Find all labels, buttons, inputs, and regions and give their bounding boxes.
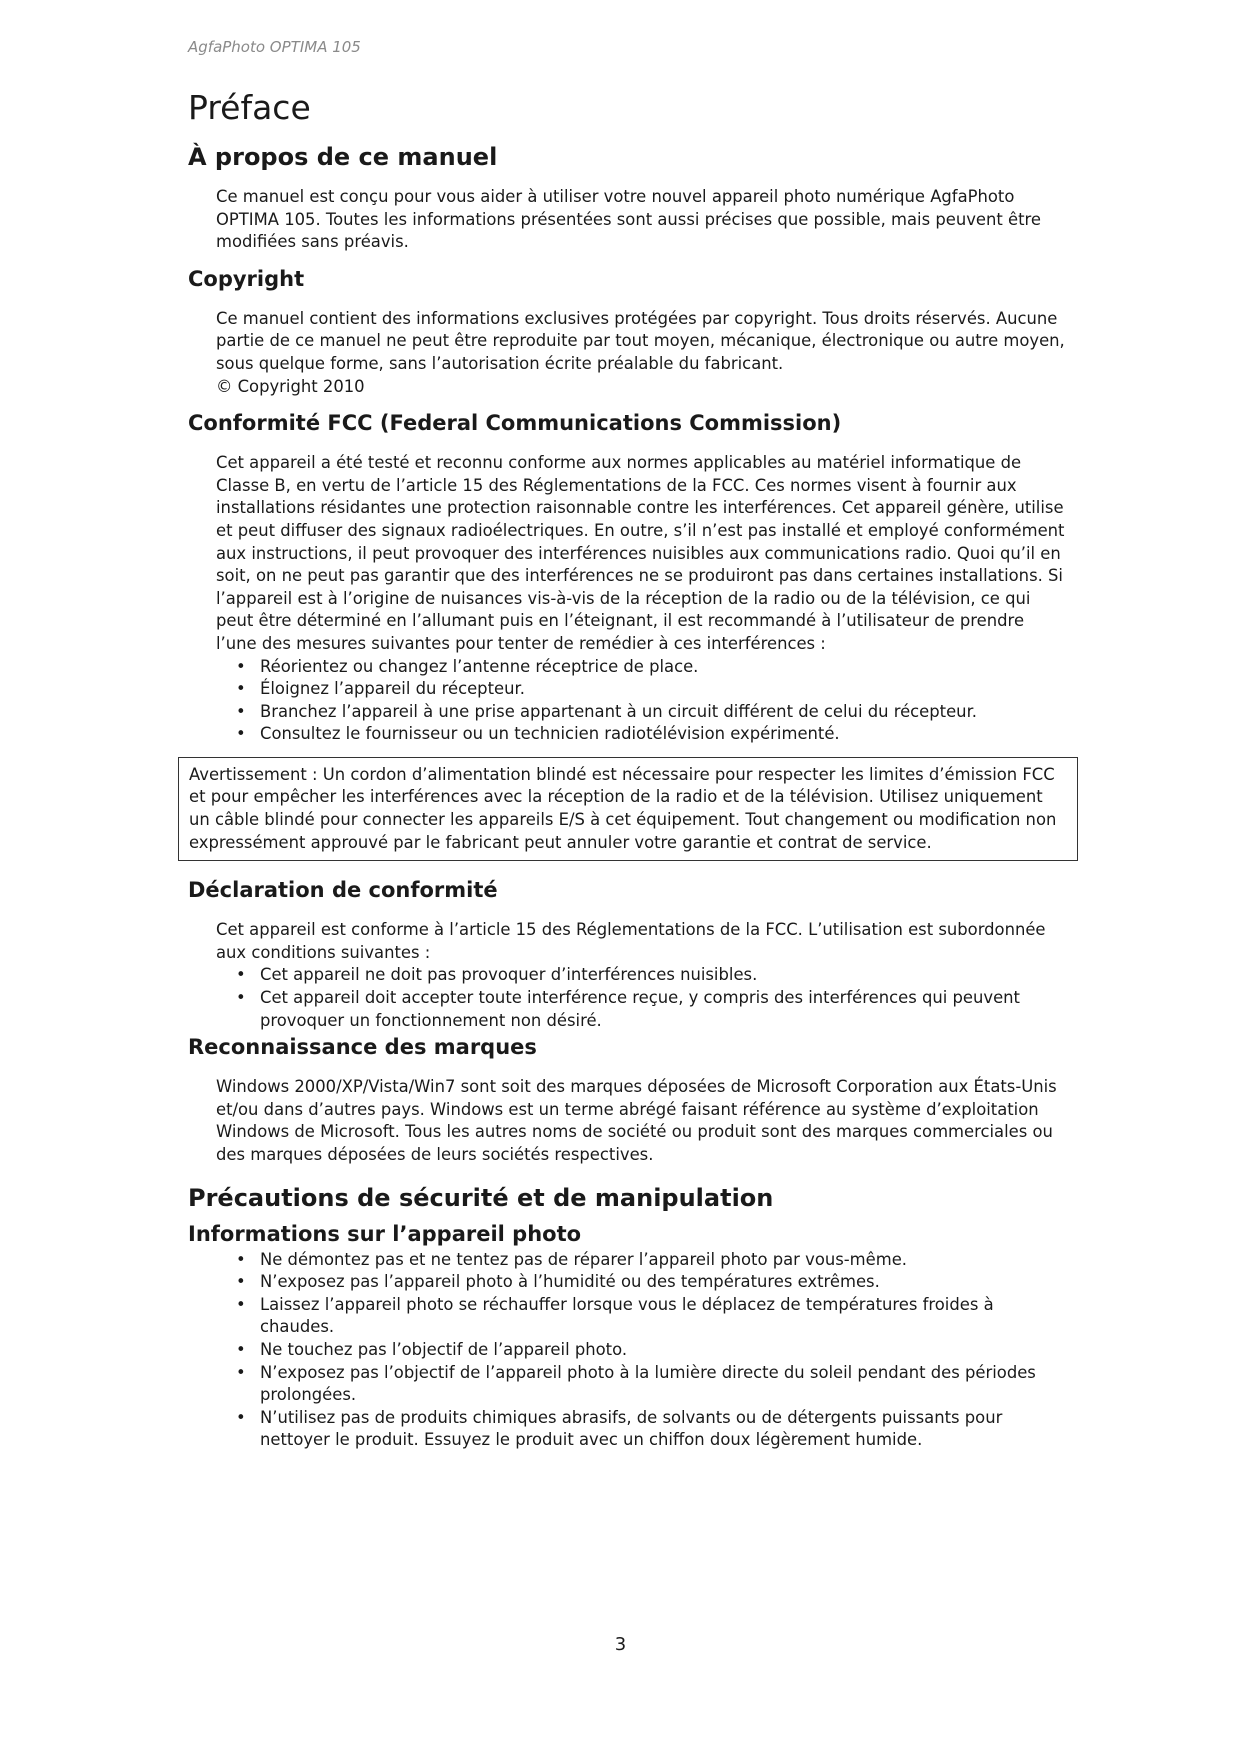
list-item: • Cet appareil doit accepter toute interférence reçue, y compris des interférences qui peuvent provoquer un fonctionnement non désiré.: [236, 987, 1068, 1032]
copyright-notice: © Copyright 2010: [216, 376, 365, 396]
section-heading-fcc: Conformité FCC (Federal Communications Commission): [188, 411, 842, 436]
list-item: • N’exposez pas l’appareil photo à l’humidité ou des températures extrêmes.: [236, 1271, 1068, 1294]
subsection-heading-camera: Informations sur l’appareil photo: [188, 1221, 582, 1246]
list-item: • N’exposez pas l’objectif de l’appareil photo à la lumière directe du soleil pendant des périodes prolongées.: [236, 1362, 1068, 1407]
declaration-bullet-list: [188, 964, 1068, 1032]
section-heading-declaration: Déclaration de conformité: [188, 878, 498, 903]
list-item: • N’utilisez pas de produits chimiques abrasifs, de solvants ou de détergents puissants pour nettoyer le produit. Essuyez le produit avec un chiffon doux légèrement humide.: [236, 1407, 1068, 1452]
list-item: • Cet appareil ne doit pas provoquer d’interférences nuisibles.: [236, 964, 1068, 987]
section-heading-about: À propos de ce manuel: [188, 143, 498, 171]
list-item: • Consultez le fournisseur ou un technicien radiotélévision expérimenté.: [236, 723, 1068, 746]
safety-bullet-list: [188, 1249, 1068, 1452]
about-paragraph: Ce manuel est conçu pour vous aider à utiliser votre nouvel appareil photo numérique AgfaPhoto OPTIMA 105. Toutes les informations présentées sont aussi précises que possible, mais peuvent être modifiées sans préavis.: [216, 187, 1042, 252]
list-item: • Branchez l’appareil à une prise appartenant à un circuit différent de celui du récepteur.: [236, 701, 1068, 724]
list-item: • Réorientez ou changez l’antenne réceptrice de place.: [236, 656, 1068, 679]
list-item: • Laissez l’appareil photo se réchauffer lorsque vous le déplacez de températures froides à chaudes.: [236, 1294, 1068, 1339]
declaration-paragraph: Cet appareil est conforme à l’article 15 des Réglementations de la FCC. L’utilisation est subordonnée aux conditions suivantes :: [216, 920, 1046, 962]
section-heading-trademarks: Reconnaissance des marques: [188, 1035, 537, 1060]
fcc-warning-box: Avertissement : Un cordon d’alimentation blindé est nécessaire pour respecter les limites d’émission FCC et pour empêcher les interférences avec la réception de la radio et de la télévision. Utilisez uniquement un câble blindé pour connecter les appareils E/S à cet équipement. Tout changement ou modification non expressément approuvé par le fabricant peut annuler votre garantie et contrat de service.: [178, 757, 1078, 861]
list-item: • Éloignez l’appareil du récepteur.: [236, 678, 1068, 701]
fcc-bullet-list: [188, 656, 1068, 746]
running-header: AgfaPhoto OPTIMA 105: [188, 38, 361, 56]
section-heading-safety: Précautions de sécurité et de manipulation: [188, 1183, 774, 1212]
page-title: Préface: [188, 88, 311, 127]
fcc-paragraph: Cet appareil a été testé et reconnu conforme aux normes applicables au matériel informatique de Classe B, en vertu de l’article 15 des Réglementations de la FCC. Ces normes visent à fournir aux installations résidantes une protection raisonnable contre les interférences. Cet appareil génère, utilise et peut diffuser des signaux radioélectriques. En outre, s’il n’est pas installé et employé conformément aux instructions, il peut provoquer des interférences nuisibles aux communications radio. Quoi qu’il en soit, on ne peut pas garantir que des interférences ne se produiront pas dans certaines installations. Si l’appareil est à l’origine de nuisances vis-à-vis de la réception de la radio ou de la télévision, ce qui peut être déterminé en l’allumant puis en l’éteignant, il est recommandé à l’utilisateur de prendre l’une des mesures suivantes pour tenter de remédier à ces interférences :: [216, 453, 1065, 653]
list-item: • Ne démontez pas et ne tentez pas de réparer l’appareil photo par vous-même.: [236, 1249, 1068, 1272]
trademarks-paragraph: Windows 2000/XP/Vista/Win7 sont soit des marques déposées de Microsoft Corporation aux États-Unis et/ou dans d’autres pays. Windows est un terme abrégé faisant référence au système d’exploitation Windows de Microsoft. Tous les autres noms de société ou produit sont des marques commerciales ou des marques déposées de leurs sociétés respectives.: [216, 1077, 1057, 1164]
page-number: 3: [614, 1634, 627, 1655]
section-heading-copyright: Copyright: [188, 266, 305, 291]
copyright-paragraph: Ce manuel contient des informations exclusives protégées par copyright. Tous droits réservés. Aucune partie de ce manuel ne peut être reproduite par tout moyen, mécanique, électronique ou autre moyen, sous quelque forme, sans l’autorisation écrite préalable du fabricant.: [216, 308, 1065, 373]
page-content: [188, 140, 1068, 1452]
list-item: • Ne touchez pas l’objectif de l’appareil photo.: [236, 1339, 1068, 1362]
